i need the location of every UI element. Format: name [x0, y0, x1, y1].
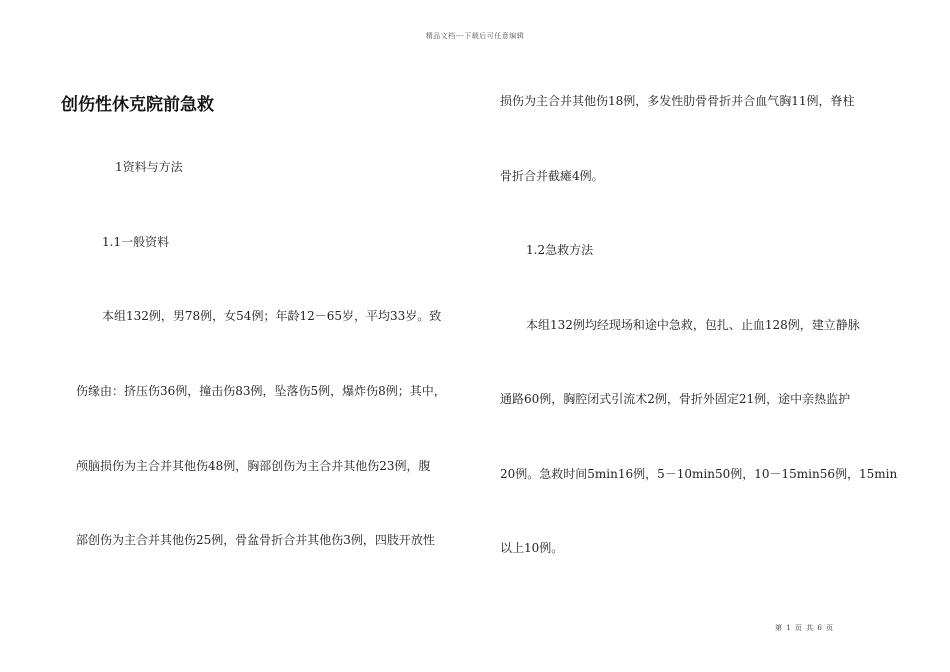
- paragraph-line: 伤缘由：挤压伤36例，撞击伤83例，坠落伤5例，爆炸伤8例；其中，: [76, 384, 446, 398]
- document-title: 创伤性休克院前急救: [61, 95, 214, 115]
- paragraph-line: 损伤为主合并其他伤18例，多发性肋骨骨折并合血气胸11例，脊柱: [500, 94, 855, 108]
- paragraph-line: 本组132例，男78例，女54例；年龄12－65岁，平均33岁。致: [102, 309, 442, 323]
- paragraph-line: 颅脑损伤为主合并其他伤48例，胸部创伤为主合并其他伤23例，腹: [76, 459, 431, 473]
- paragraph-line: 本组132例均经现场和途中急救，包扎、止血128例，建立静脉: [526, 318, 860, 332]
- subsection-heading-general-data: 1.1一般资料: [102, 235, 170, 249]
- paragraph-line: 骨折合并截瘫4例。: [500, 169, 604, 183]
- header-note: 精品文档---下载后可任意编辑: [425, 32, 525, 40]
- page-number: 第 1 页 共 6 页: [775, 624, 835, 632]
- paragraph-line: 部创伤为主合并其他伤25例，骨盆骨折合并其他伤3例，四肢开放性: [76, 533, 435, 547]
- subsection-heading-emergency-methods: 1.2急救方法: [526, 243, 594, 257]
- paragraph-line: 以上10例。: [500, 541, 564, 555]
- section-heading-materials-methods: 1资料与方法: [115, 160, 183, 174]
- paragraph-line: 20例。急救时间5min16例，5－10min50例，10－15min56例，15min: [500, 467, 898, 481]
- paragraph-line: 通路60例，胸腔闭式引流术2例，骨折外固定21例，途中亲热监护: [500, 392, 851, 406]
